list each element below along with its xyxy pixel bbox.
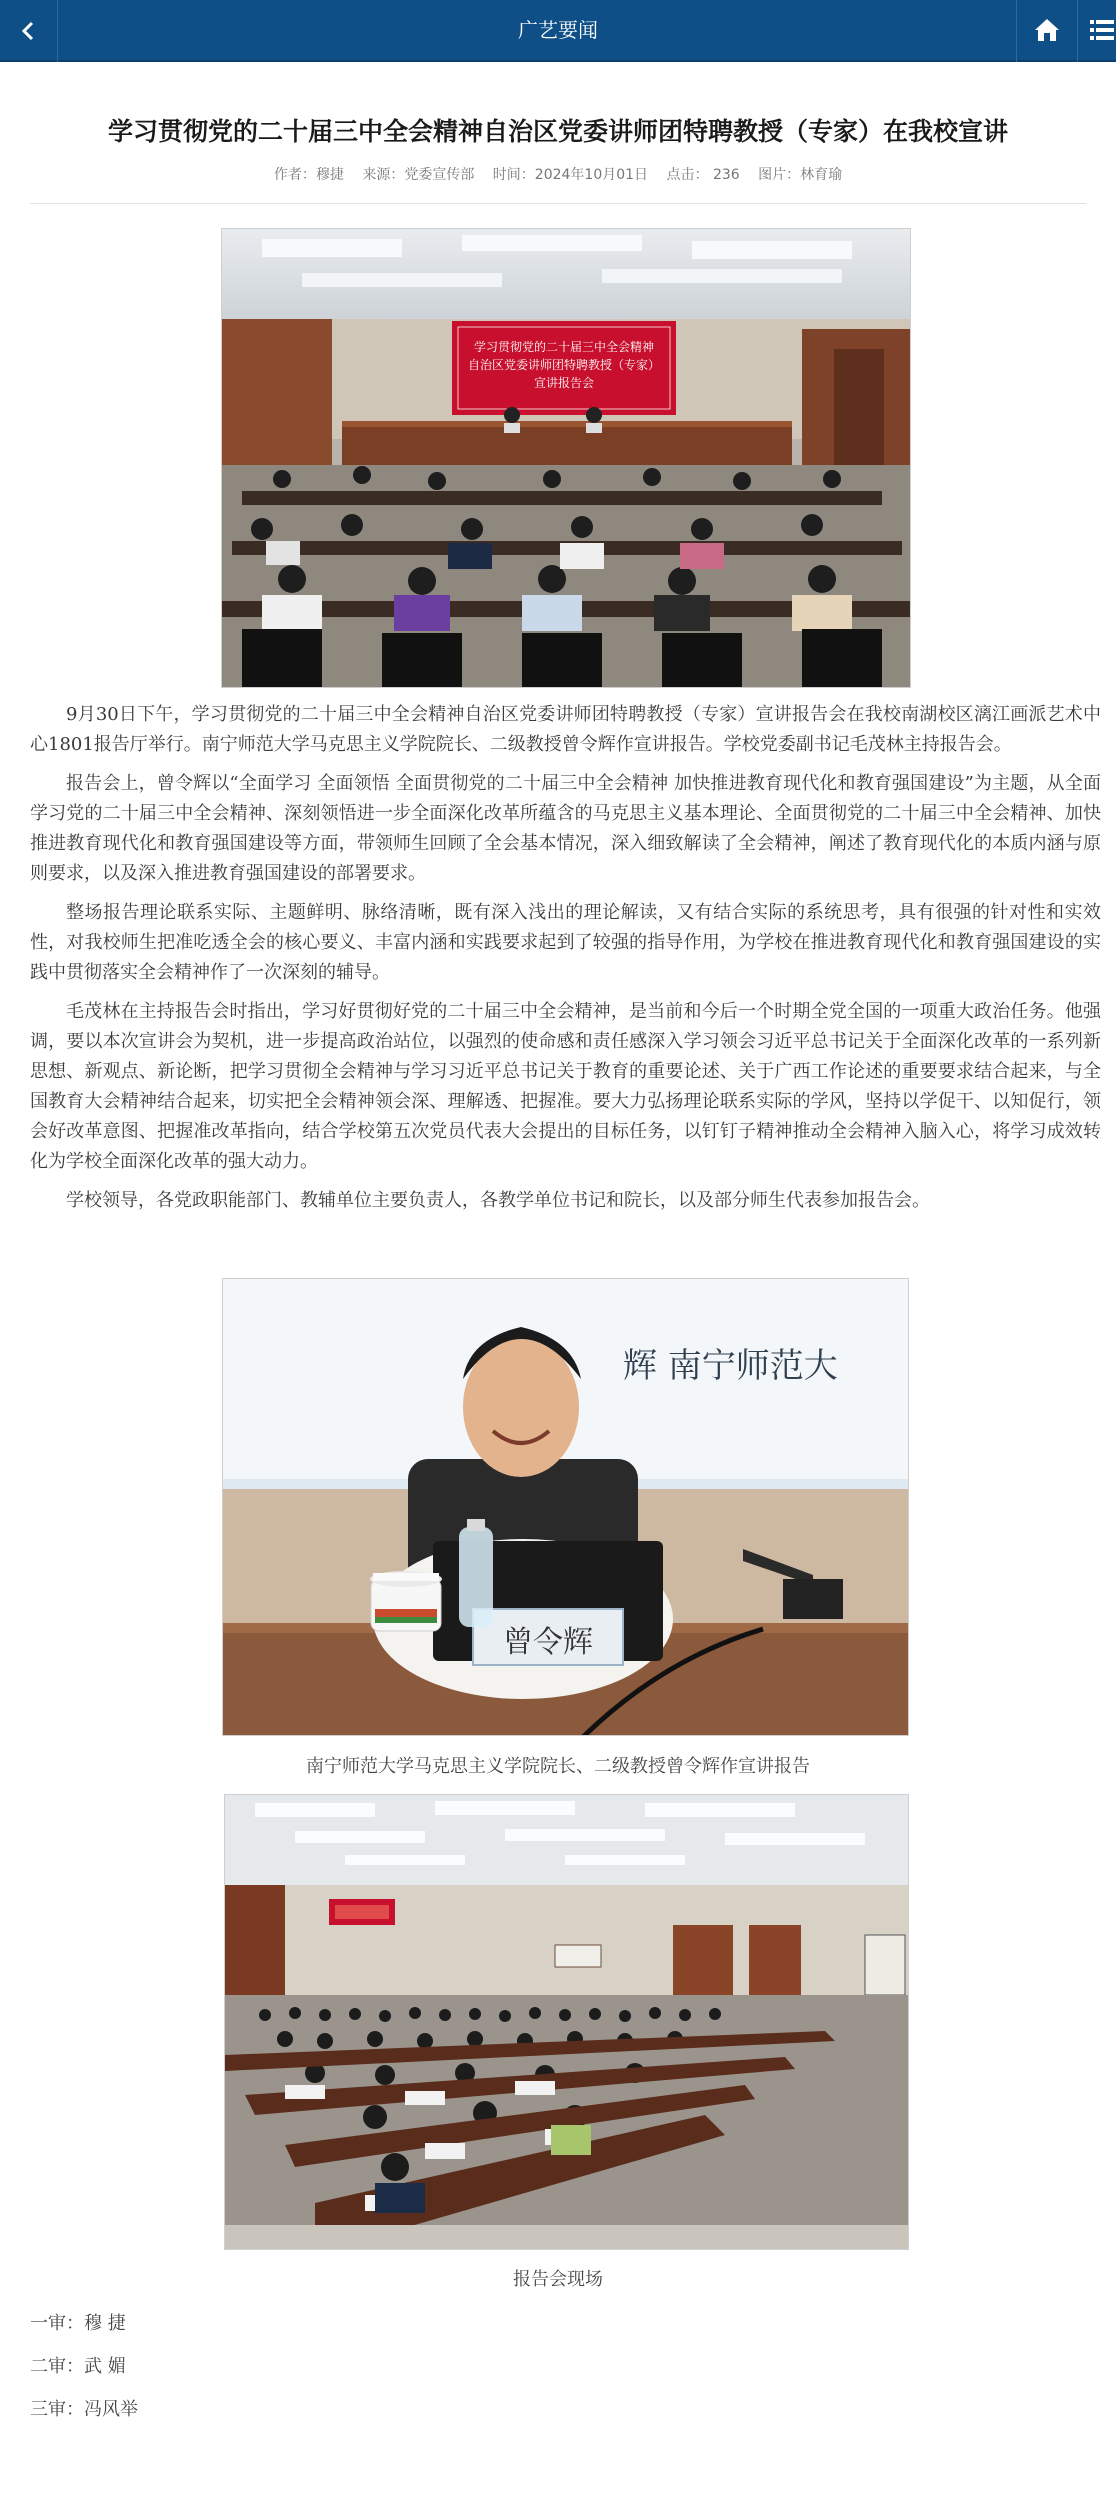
paragraph: 学校领导，各党政职能部门、教辅单位主要负责人，各教学单位书记和院长，以及部分师生代表参加报告会。: [66, 1190, 930, 1211]
banner-line-2: 自治区党委讲师团特聘教授（专家）: [467, 358, 661, 372]
banner-line-1: 学习贯彻党的二十届三中全会精神: [473, 340, 655, 354]
list-menu-icon: [1090, 19, 1114, 41]
header-title: 广艺要闻: [518, 18, 598, 42]
home-button[interactable]: [1016, 0, 1076, 62]
meta-clicks: 点击： 236: [666, 167, 740, 183]
paragraph: 整场报告理论联系实际、主题鲜明、脉络清晰，既有深入浅出的理论解读，又有结合实际的系统思考，具有很强的针对性和实效性，对我校师生把准吃透全会的核心要义、丰富内涵和实践要求起到了较强的指导作用，为学校在推进教育现代化和教育强国建设的实践中贯彻落实全会精神作了一次深刻的辅导。: [30, 902, 1101, 983]
article-photo-hall: [221, 228, 911, 688]
review-third: 三审：冯风举: [30, 2399, 138, 2420]
home-icon: [1034, 17, 1060, 43]
paragraph: 报告会上，曾令辉以“全面学习 全面领悟 全面贯彻党的二十届三中全会精神 加快推进教育现代化和教育强国建设”为主题，从全面学习党的二十届三中全会精神、深刻领悟进一步全面深化改革所蕴含的马克思主义基本理论、全面贯彻党的二十届三中全会精神、加快推进教育现代化和教育强国建设等方面，带领师生回顾了全会基本情况，深入细致解读了全会精神，阐述了教育现代化的本质内涵与原则要求，以及深入推进教育强国建设的部署要求。: [30, 773, 1101, 884]
article-meta: [30, 164, 1086, 184]
meta-time: 时间：2024年10月01日: [492, 167, 649, 183]
article-body: [30, 700, 1101, 1225]
title-divider: [30, 203, 1086, 204]
paragraph: 毛茂林在主持报告会时指出，学习好贯彻好党的二十届三中全会精神，是当前和今后一个时期全党全国的一项重大政治任务。他强调，要以本次宣讲会为契机，进一步提高政治站位，以强烈的使命感和责任感深入学习领会习近平总书记关于全面深化改革的一系列新思想、新观点、新论断，把学习贯彻全会精神与学习习近平总书记关于教育的重要论述、关于广西工作论述的重要要求结合起来，与全国教育大会精神结合起来，切实把全会精神领会深、理解透、把握准。要大力弘扬理论联系实际的学风，坚持以学促干、以知促行，领会好改革意图、把握准改革指向，结合学校第五次党员代表大会提出的目标任务，以钉钉子精神推动全会精神入脑入心，将学习成效转化为学校全面深化改革的强大动力。: [30, 1001, 1101, 1172]
article-title: 学习贯彻党的二十届三中全会精神自治区党委讲师团特聘教授（专家）在我校宣讲: [107, 117, 1008, 146]
top-navigation-bar: [0, 0, 1116, 62]
article-photo-audience: [224, 1794, 909, 2250]
review-first: 一审：穆 捷: [30, 2313, 126, 2334]
article-photo-speaker: [222, 1278, 909, 1736]
banner-line-3: 宣讲报告会: [533, 376, 595, 390]
photo-caption-speaker: 南宁师范大学马克思主义学院院长、二级教授曾令辉作宣讲报告: [306, 1756, 810, 1777]
review-second: 二审：武 媚: [30, 2356, 126, 2377]
menu-button[interactable]: [1077, 0, 1116, 62]
nameplate-text: 曾令辉: [503, 1625, 593, 1660]
meta-photo: 图片：林育瑜: [758, 167, 843, 183]
meta-author: 作者：穆捷: [273, 167, 344, 183]
meta-source: 来源：党委宣传部: [362, 167, 475, 183]
photo-caption-audience: 报告会现场: [513, 2269, 603, 2290]
backdrop-text: 辉 南宁师范大: [623, 1346, 838, 1386]
paragraph: 9月30日下午，学习贯彻党的二十届三中全会精神自治区党委讲师团特聘教授（专家）宣讲报告会在我校南湖校区漓江画派艺术中心1801报告厅举行。南宁师范大学马克思主义学院院长、二级教授曾令辉作宣讲报告。学校党委副书记毛茂林主持报告会。: [30, 704, 1101, 755]
